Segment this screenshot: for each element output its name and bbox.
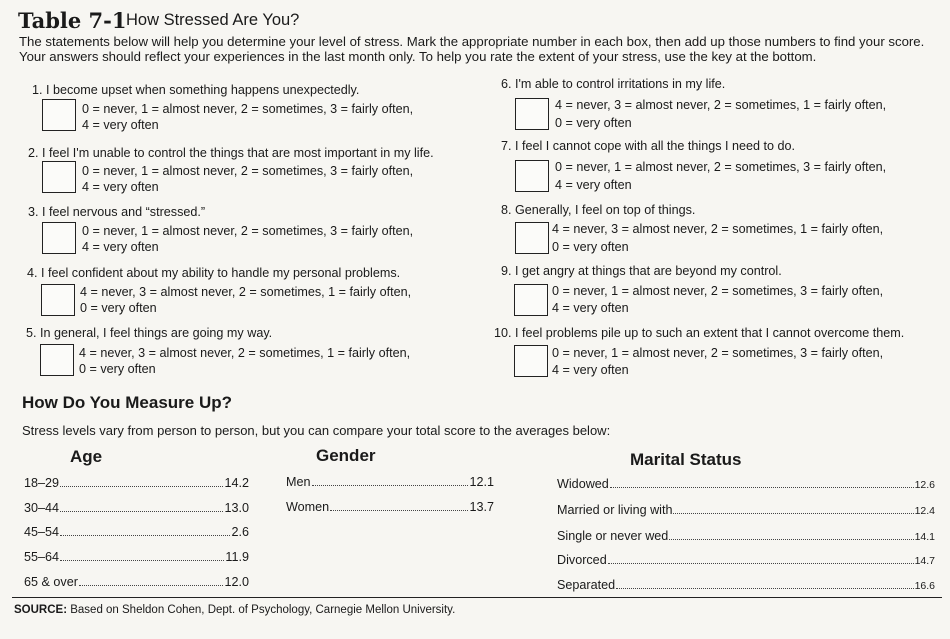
question-6-answer-box[interactable] <box>515 98 549 130</box>
question-7-text: 7. I feel I cannot cope with all the things I need to do. <box>501 139 796 153</box>
age-row-value: 14.2 <box>224 476 249 490</box>
question-4-text: 4. I feel confident about my ability to handle my personal problems. <box>27 266 401 280</box>
question-5-text: 5. In general, I feel things are going my way. <box>26 326 273 340</box>
question-2-text: 2. I feel I'm unable to control the things that are most important in my life. <box>28 146 434 160</box>
question-5-scale-line2: 0 = very often <box>79 362 156 376</box>
age-row-value: 11.9 <box>225 550 249 564</box>
question-2-scale-line1: 0 = never, 1 = almost never, 2 = sometimes, 3 = fairly often, <box>82 164 414 178</box>
marital-row-value: 14.7 <box>914 555 935 567</box>
marital-row-label: Married or living with <box>557 503 673 517</box>
marital-row-label: Widowed <box>557 477 609 491</box>
age-row-label: 45–54 <box>24 525 60 539</box>
marital-status-heading: Marital Status <box>630 450 742 469</box>
source-label: SOURCE: <box>14 604 68 616</box>
question-10-text: 10. I feel problems pile up to such an extent that I cannot overcome them. <box>494 326 905 340</box>
question-1-answer-box[interactable] <box>42 99 76 131</box>
question-9-text: 9. I get angry at things that are beyond my control. <box>501 264 782 278</box>
marital-row <box>557 477 935 491</box>
question-4-scale-line1: 4 = never, 3 = almost never, 2 = sometimes, 1 = fairly often, <box>80 285 412 299</box>
intro-line-2: Your answers should reflect your experiences in the last month only. To help you rate the extent of your stress, use the key at the bottom. <box>19 49 817 64</box>
marital-row <box>557 578 935 592</box>
question-7-scale-line1: 0 = never, 1 = almost never, 2 = sometimes, 3 = fairly often, <box>555 160 887 174</box>
age-row-value: 2.6 <box>231 525 249 539</box>
gender-row-label: Men <box>286 475 311 489</box>
question-3-scale-line2: 4 = very often <box>82 240 159 254</box>
measure-heading: How Do You Measure Up? <box>22 393 233 412</box>
question-7-answer-box[interactable] <box>515 160 549 192</box>
marital-row-value: 16.6 <box>914 580 935 592</box>
question-9-scale-line1: 0 = never, 1 = almost never, 2 = sometimes, 3 = fairly often, <box>552 284 884 298</box>
question-10-scale-line2: 4 = very often <box>552 363 629 377</box>
source-note <box>14 604 455 616</box>
question-4-answer-box[interactable] <box>41 284 75 316</box>
gender-row <box>286 475 494 489</box>
age-row <box>24 501 249 515</box>
age-row-value: 12.0 <box>224 575 249 589</box>
marital-row <box>557 553 935 567</box>
marital-row <box>557 503 935 517</box>
gender-row-label: Women <box>286 500 330 514</box>
question-10-answer-box[interactable] <box>514 345 548 377</box>
question-1-scale-line1: 0 = never, 1 = almost never, 2 = sometimes, 3 = fairly often, <box>82 102 414 116</box>
question-5-scale-line1: 4 = never, 3 = almost never, 2 = sometimes, 1 = fairly often, <box>79 346 411 360</box>
age-row-label: 55–64 <box>24 550 60 564</box>
age-row-label: 18–29 <box>24 476 60 490</box>
question-6-scale-line1: 4 = never, 3 = almost never, 2 = sometimes, 1 = fairly often, <box>555 98 887 112</box>
marital-row-label: Divorced <box>557 553 607 567</box>
age-row <box>24 550 249 564</box>
question-1-text: 1. I become upset when something happens unexpectedly. <box>32 83 360 97</box>
question-8-answer-box[interactable] <box>515 222 549 254</box>
question-10-scale-line1: 0 = never, 1 = almost never, 2 = sometimes, 3 = fairly often, <box>552 346 884 360</box>
marital-row <box>557 529 935 543</box>
question-9-answer-box[interactable] <box>514 284 548 316</box>
gender-row-value: 13.7 <box>469 500 494 514</box>
question-8-text: 8. Generally, I feel on top of things. <box>501 203 696 217</box>
bottom-rule <box>12 597 942 598</box>
age-row-value: 13.0 <box>224 501 249 515</box>
age-row <box>24 476 249 490</box>
question-3-scale-line1: 0 = never, 1 = almost never, 2 = sometimes, 3 = fairly often, <box>82 224 414 238</box>
question-2-scale-line2: 4 = very often <box>82 180 159 194</box>
question-1-scale-line2: 4 = very often <box>82 118 159 132</box>
gender-row <box>286 500 494 514</box>
question-8-scale-line1: 4 = never, 3 = almost never, 2 = sometimes, 1 = fairly often, <box>552 222 884 236</box>
question-5-answer-box[interactable] <box>40 344 74 376</box>
marital-row-label: Single or never wed <box>557 529 669 543</box>
age-row-label: 65 & over <box>24 575 78 589</box>
marital-row-value: 14.1 <box>914 531 935 543</box>
table-number: Table 7-1 <box>18 8 127 33</box>
age-row <box>24 575 249 589</box>
age-heading: Age <box>70 447 103 466</box>
question-2-answer-box[interactable] <box>42 161 76 193</box>
question-9-scale-line2: 4 = very often <box>552 301 629 315</box>
question-8-scale-line2: 0 = very often <box>552 240 629 254</box>
intro-line-1: The statements below will help you determine your level of stress. Mark the appropriate number in each box, then add up those numbers to find your score. <box>19 34 925 49</box>
marital-row-value: 12.6 <box>914 479 935 491</box>
question-4-scale-line2: 0 = very often <box>80 301 157 315</box>
question-6-scale-line2: 0 = very often <box>555 116 632 130</box>
measure-subtext: Stress levels vary from person to person, but you can compare your total score to the averages below: <box>22 423 611 438</box>
marital-row-label: Separated <box>557 578 616 592</box>
age-row <box>24 525 249 539</box>
question-7-scale-line2: 4 = very often <box>555 178 632 192</box>
source-text: Based on Sheldon Cohen, Dept. of Psychology, Carnegie Mellon University. <box>67 604 456 616</box>
marital-row-value: 12.4 <box>914 505 935 517</box>
age-row-label: 30–44 <box>24 501 60 515</box>
question-3-text: 3. I feel nervous and “stressed.” <box>28 205 206 219</box>
gender-heading: Gender <box>316 446 376 465</box>
question-3-answer-box[interactable] <box>42 222 76 254</box>
gender-row-value: 12.1 <box>469 475 494 489</box>
question-6-text: 6. I'm able to control irritations in my life. <box>501 77 726 91</box>
table-title: How Stressed Are You? <box>126 11 300 29</box>
